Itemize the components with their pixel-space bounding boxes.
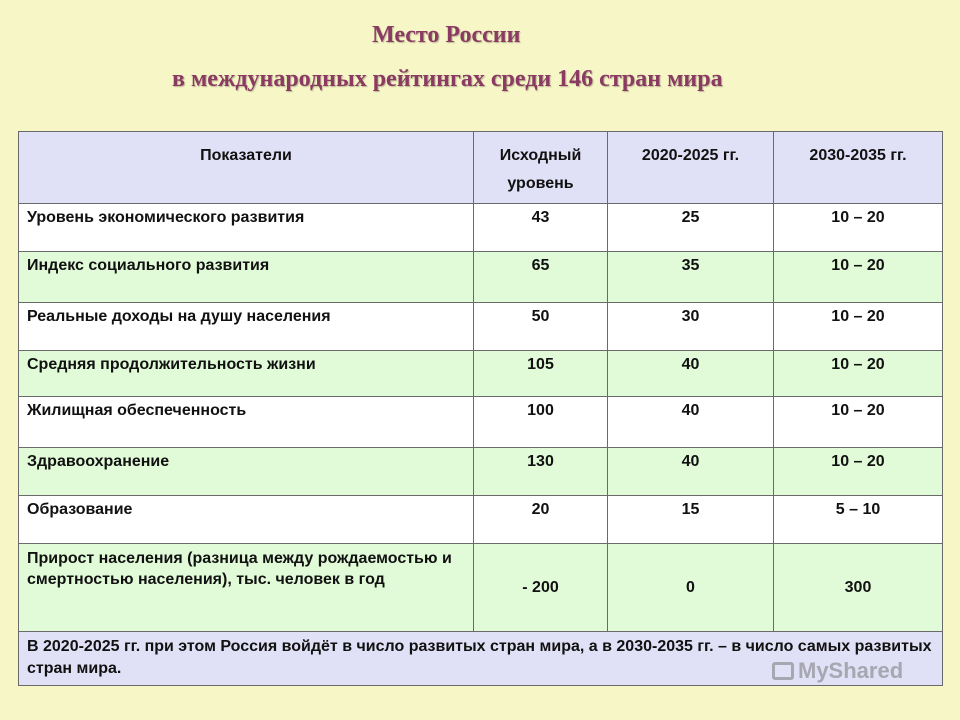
- row-2030-2035: 5 – 10: [774, 496, 943, 544]
- row-2020-2025: 35: [608, 252, 774, 303]
- row-2030-2035: 10 – 20: [774, 204, 943, 252]
- table-row: [19, 496, 943, 544]
- row-2020-2025: 15: [608, 496, 774, 544]
- header-row: [19, 132, 943, 204]
- table-row: [19, 397, 943, 448]
- ratings-table: [18, 131, 943, 686]
- row-name: Уровень экономического развития: [19, 204, 474, 252]
- table-row: [19, 544, 943, 632]
- page-title: Место России: [372, 22, 521, 48]
- row-2030-2035: 10 – 20: [774, 448, 943, 496]
- row-2030-2035: 10 – 20: [774, 303, 943, 351]
- presentation-icon: [772, 662, 794, 680]
- row-name: Индекс социального развития: [19, 252, 474, 303]
- row-initial: - 200: [474, 544, 608, 632]
- row-initial: 43: [474, 204, 608, 252]
- row-2020-2025: 30: [608, 303, 774, 351]
- row-2020-2025: 25: [608, 204, 774, 252]
- table-row: [19, 252, 943, 303]
- watermark: [772, 658, 903, 684]
- row-initial: 105: [474, 351, 608, 397]
- header-2020-2025: 2020-2025 гг.: [608, 132, 774, 204]
- row-2020-2025: 40: [608, 351, 774, 397]
- table-note: В 2020-2025 гг. при этом Россия войдёт в число развитых стран мира, а в 2030-2035 гг. – в число самых развитых стран мира.: [19, 632, 943, 686]
- page-subtitle: в международных рейтингах среди 146 стран мира: [172, 66, 723, 92]
- row-2020-2025: 40: [608, 397, 774, 448]
- table-row: [19, 351, 943, 397]
- row-name: Здравоохранение: [19, 448, 474, 496]
- header-indicators: Показатели: [19, 132, 474, 204]
- row-initial: 20: [474, 496, 608, 544]
- row-initial: 50: [474, 303, 608, 351]
- row-name: Прирост населения (разница между рождаемостью и смертностью населения), тыс. человек в год: [19, 544, 474, 632]
- row-2020-2025: 40: [608, 448, 774, 496]
- row-name: Реальные доходы на душу населения: [19, 303, 474, 351]
- watermark-text: MyShared: [798, 658, 904, 683]
- table-row: [19, 303, 943, 351]
- row-2030-2035: 10 – 20: [774, 351, 943, 397]
- row-initial: 100: [474, 397, 608, 448]
- row-initial: 130: [474, 448, 608, 496]
- row-initial: 65: [474, 252, 608, 303]
- header-initial-level: Исходный уровень: [474, 132, 608, 204]
- row-2030-2035: 300: [774, 544, 943, 632]
- row-name: Средняя продолжительность жизни: [19, 351, 474, 397]
- row-2030-2035: 10 – 20: [774, 252, 943, 303]
- table-row: [19, 448, 943, 496]
- row-2030-2035: 10 – 20: [774, 397, 943, 448]
- row-2020-2025: 0: [608, 544, 774, 632]
- row-name: Образование: [19, 496, 474, 544]
- header-2030-2035: 2030-2035 гг.: [774, 132, 943, 204]
- table-row: [19, 204, 943, 252]
- row-name: Жилищная обеспеченность: [19, 397, 474, 448]
